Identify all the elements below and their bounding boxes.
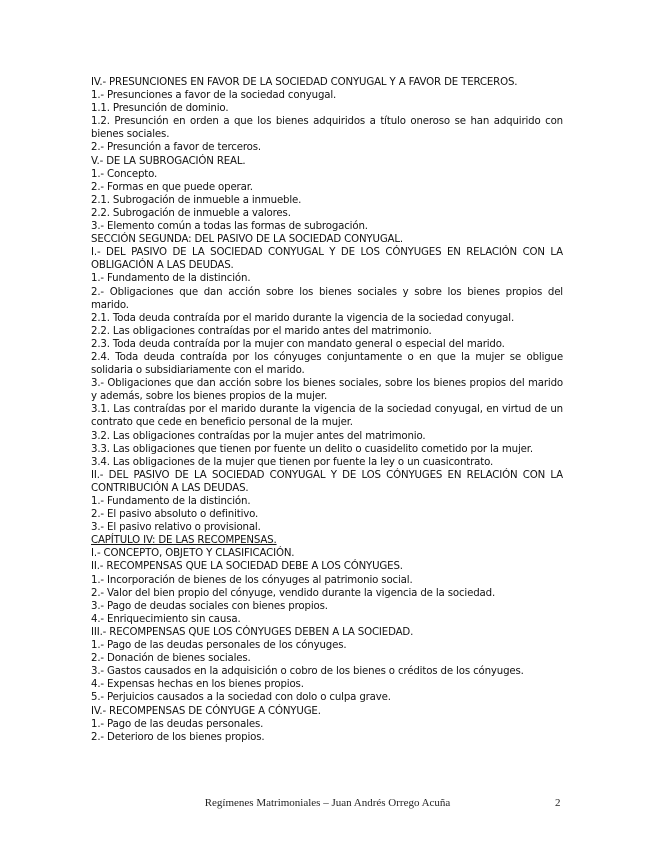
text-line: 2.2. Subrogación de inmueble a valores. [91,207,291,219]
text-line: 2.- Formas en que puede operar. [91,181,253,193]
text-line: 1.- Fundamento de la distinción. [91,496,251,507]
text-line: 2.- Valor del bien propio del cónyuge, vendido durante la vigencia de la sociedad. [91,587,496,599]
text-line: 3.3. Las obligaciones que tienen por fuente un delito o cuasidelito cometido por la mujer. [91,443,533,455]
text-line: 1.1. Presunción de dominio. [91,103,229,115]
text-line: 1.- Fundamento de la distinción. [91,273,251,285]
text-line: SECCIÓN SEGUNDA: DEL PASIVO DE LA SOCIEDAD CONYUGAL. [91,234,403,246]
text-line: 4.- Expensas hechas en los bienes propios. [91,679,304,691]
text-line: 2.4. Toda deuda contraída por los cónyuges conjuntamente o en que la mujer se obligue solidaria o subsidiariamente con el marido. [91,351,563,377]
text-line: 3.- Gastos causados en la adquisición o cobro de los bienes o créditos de los cónyuges. [91,666,524,678]
text-line: IV.- RECOMPENSAS DE CÓNYUGE A CÓNYUGE. [91,705,321,717]
text-line: 3.1. Las contraídas por el marido durante la vigencia de la sociedad conyugal, en virtud de un contrato que cede en beneficio personal de la mujer. [91,404,563,429]
text-line: 2.- El pasivo absoluto o definitivo. [91,509,259,521]
text-line: CAPÍTULO IV: DE LAS RECOMPENSAS. [91,535,277,547]
text-line: 2.3. Toda deuda contraída por la mujer con mandato general o especial del marido. [91,338,505,350]
text-line: 1.- Pago de las deudas personales de los cónyuges. [91,640,347,652]
text-line: 2.- Donación de bienes sociales. [91,653,251,665]
text-line: 1.- Concepto. [91,168,158,180]
text-line: 2.1. Toda deuda contraída por el marido durante la vigencia de la sociedad conyugal. [91,312,515,324]
text-line: IV.- PRESUNCIONES EN FAVOR DE LA SOCIEDAD CONYUGAL Y A FAVOR DE TERCEROS. [91,77,518,88]
footer-title: Regímenes Matrimoniales – Juan Andrés Orrego Acuña [204,797,451,809]
text-line: I.- DEL PASIVO DE LA SOCIEDAD CONYUGAL Y DE LOS CÓNYUGES EN RELACIÓN CON LA OBLIGACIÓN A LAS DEUDAS. [91,247,563,272]
text-line: 1.- Presunciones a favor de la sociedad conyugal. [91,90,337,102]
text-line: II.- RECOMPENSAS QUE LA SOCIEDAD DEBE A LOS CÓNYUGES. [91,561,403,573]
document-body [91,76,563,744]
text-line: 1.- Incorporación de bienes de los cónyuges al patrimonio social. [91,574,413,586]
text-line: 3.- Obligaciones que dan acción sobre los bienes sociales, sobre los bienes propios del marido y además, sobre los bienes propios de la mujer. [91,378,563,403]
text-line: 2.- Presunción a favor de terceros. [91,142,261,154]
text-line: 5.- Perjuicios causados a la sociedad con dolo o culpa grave. [91,692,391,704]
text-line: 3.- Pago de deudas sociales con bienes propios. [91,600,328,612]
text-line: 4.- Enriquecimiento sin causa. [91,613,241,625]
text-line: I.- CONCEPTO, OBJETO Y CLASIFICACIÓN. [91,548,295,560]
text-line: 3.- Elemento común a todas las formas de subrogación. [91,221,368,233]
text-line: 2.1. Subrogación de inmueble a inmueble. [91,194,302,206]
text-line: 3.- El pasivo relativo o provisional. [91,522,261,534]
text-line: II.- DEL PASIVO DE LA SOCIEDAD CONYUGAL Y DE LOS CÓNYUGES EN RELACIÓN CON LA CONTRIBUCIÓN A LAS DEUDAS. [91,469,563,494]
text-line: 1.2. Presunción en orden a que los bienes adquiridos a título oneroso se han adquirido con bienes sociales. [91,116,563,141]
text-line: 1.- Pago de las deudas personales. [91,718,264,730]
text-line: 3.4. Las obligaciones de la mujer que tienen por fuente la ley o un cuasicontrato. [91,456,494,468]
text-line: 2.2. Las obligaciones contraídas por el marido antes del matrimonio. [91,325,432,337]
page-number: 2 [555,797,561,809]
text-line: III.- RECOMPENSAS QUE LOS CÓNYUGES DEBEN A LA SOCIEDAD. [91,626,414,638]
text-line: 3.2. Las obligaciones contraídas por la mujer antes del matrimonio. [91,430,426,442]
text-line: V.- DE LA SUBROGACIÓN REAL. [91,155,246,167]
text-line: 2.- Deterioro de los bienes propios. [91,731,265,743]
text-line: 2.- Obligaciones que dan acción sobre los bienes sociales y sobre los bienes propios del marido. [91,286,563,311]
